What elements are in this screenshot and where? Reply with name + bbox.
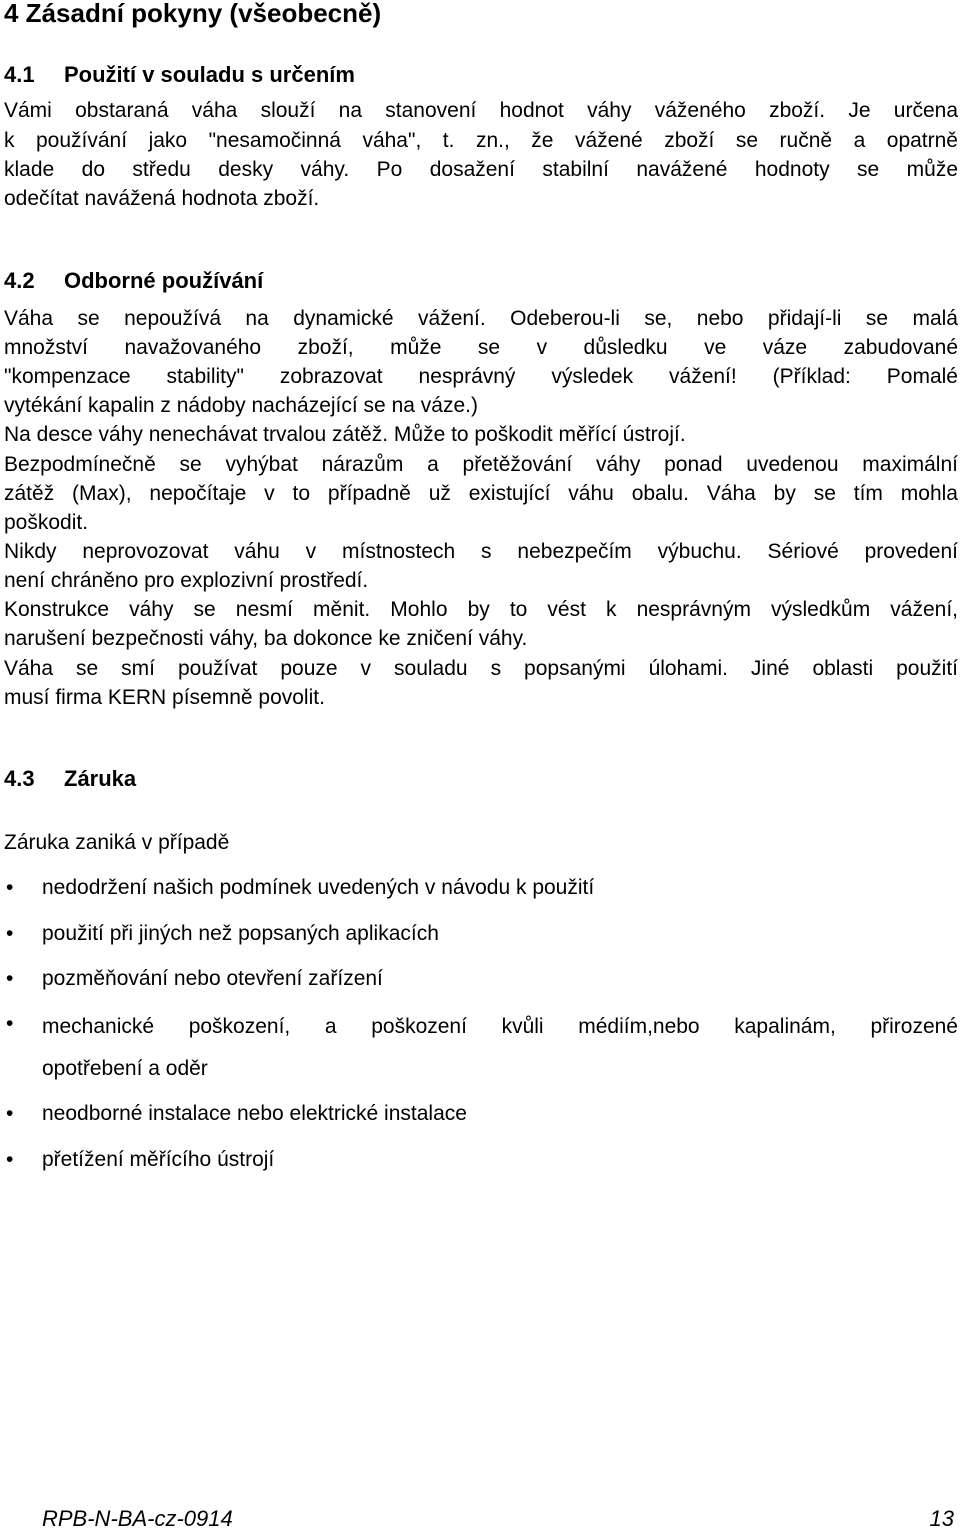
paragraph-line: poškodit. <box>4 511 89 534</box>
list-item-continuation: opotřebení a oděr <box>42 1057 208 1080</box>
bullet-icon: • <box>6 876 14 899</box>
paragraph-line: Vámi obstaraná váha slouží na stanovení hodnot váhy váženého zboží. Je určena <box>4 99 958 122</box>
list-item: mechanické poškození, a poškození kvůli médiím,nebo kapalinám, přirozené <box>42 1015 958 1038</box>
paragraph-line: vytékání kapalin z nádoby nacházející se na váze.) <box>4 394 478 417</box>
section-number: 4.1 <box>4 62 35 87</box>
paragraph-line: Bezpodmínečně se vyhýbat nárazům a přetěžování váhy ponad uvedenou maximální <box>4 453 958 476</box>
paragraph-line: množství navažovaného zboží, může se v důsledku ve váze zabudované <box>4 336 958 359</box>
list-item: přetížení měřícího ústrojí <box>42 1148 275 1171</box>
bullet-icon: • <box>6 922 14 945</box>
paragraph-line: odečítat navážená hodnota zboží. <box>4 187 320 210</box>
paragraph-line: klade do středu desky váhy. Po dosažení stabilní navážené hodnoty se může <box>4 158 958 181</box>
paragraph-line: Nikdy neprovozovat váhu v místnostech s nebezpečím výbuchu. Sériové provedení <box>4 540 958 563</box>
paragraph-line: není chráněno pro explozivní prostředí. <box>4 569 369 592</box>
list-item: pozměňování nebo otevření zařízení <box>42 967 383 990</box>
paragraph-line: Váha se nepoužívá na dynamické vážení. Odeberou-li se, nebo přidají-li se malá <box>4 307 958 330</box>
bullet-icon: • <box>6 1102 14 1125</box>
section-number: 4.2 <box>4 268 35 293</box>
paragraph-line: narušení bezpečnosti váhy, ba dokonce ke zničení váhy. <box>4 627 528 650</box>
section-4-heading: 4 Zásadní pokyny (všeobecně) <box>4 0 382 28</box>
section-4-2-heading <box>4 268 263 294</box>
bullet-icon: • <box>6 967 14 990</box>
list-item: nedodržení našich podmínek uvedených v návodu k použití <box>42 876 595 899</box>
paragraph-line: Váha se smí používat pouze v souladu s popsanými úlohami. Jiné oblasti použití <box>4 657 958 680</box>
section-4-1-heading <box>4 62 355 88</box>
paragraph-line: "kompenzace stability" zobrazovat nesprávný výsledek vážení! (Příklad: Pomalé <box>4 365 958 388</box>
paragraph-line: Na desce váhy nenechávat trvalou zátěž. Může to poškodit měřící ústrojí. <box>4 423 686 446</box>
section-title: Použití v souladu s určením <box>64 62 355 87</box>
section-title: Odborné používání <box>64 268 264 293</box>
bullet-icon: • <box>6 1012 14 1035</box>
paragraph-line: k používání jako "nesamočinná váha", t. zn., že vážené zboží se ručně a opatrně <box>4 129 958 152</box>
list-item: použití při jiných než popsaných aplikacích <box>42 922 439 945</box>
bullet-icon: • <box>6 1148 14 1171</box>
section-4-3-heading <box>4 766 136 792</box>
section-number: 4.3 <box>4 766 35 791</box>
footer-doc-code: RPB-N-BA-cz-0914 <box>42 1506 233 1531</box>
paragraph-line: Konstrukce váhy se nesmí měnit. Mohlo by to vést k nesprávným výsledkům vážení, <box>4 598 958 621</box>
section-title: Záruka <box>64 766 137 791</box>
footer-page-number: 13 <box>929 1506 954 1531</box>
paragraph-line: zátěž (Max), nepočítaje v to případně už existující váhu obalu. Váha by se tím mohla <box>4 482 958 505</box>
paragraph-line: musí firma KERN písemně povolit. <box>4 686 325 709</box>
warranty-intro: Záruka zaniká v případě <box>4 831 230 854</box>
list-item: neodborné instalace nebo elektrické instalace <box>42 1102 467 1125</box>
